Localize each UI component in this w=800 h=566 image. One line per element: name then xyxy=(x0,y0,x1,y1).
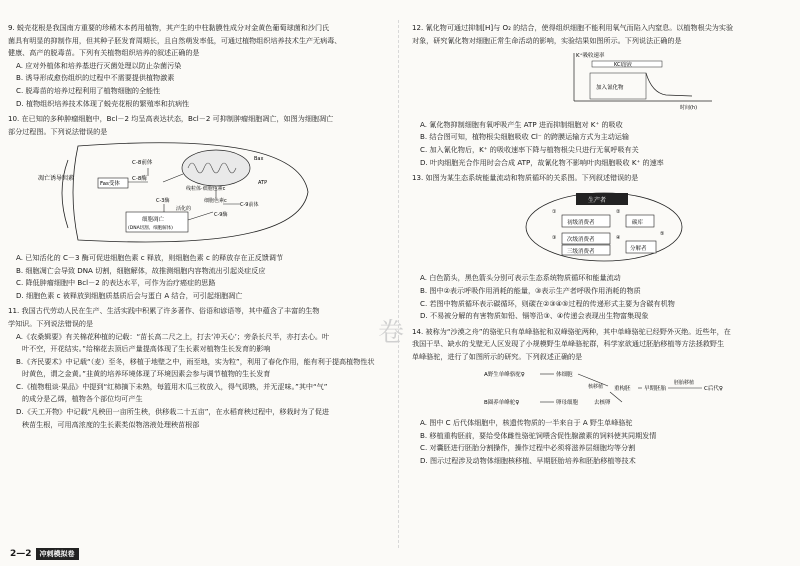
carbon-pool-label: 碳库 xyxy=(632,219,644,226)
early-embryo-label: 早期胚胎 xyxy=(644,385,667,392)
oocyte-label: 卵母细胞 xyxy=(556,399,579,406)
q10-option-c: C. 降低肿瘤细胞中 Bcl－2 的表达水平，可作为治疗癌症的思路 xyxy=(16,278,216,288)
apoptosis-diagram xyxy=(8,140,380,249)
secondary-consumer-label: 次级消费者 xyxy=(567,236,595,243)
c8-precursor-label: C-8前体 xyxy=(132,160,153,167)
marker-1: ① xyxy=(552,208,557,215)
q13-option-a: A. 白色箭头，黑色箭头分别可表示生态系统物质循环和能量流动 xyxy=(420,273,621,283)
question-10 xyxy=(8,113,380,302)
q11-option-d: D.《天工开物》中记载“凡秧田一亩所生秧，供移栽二十五亩”，在水稻育秧过程中，移栽时为了促进 xyxy=(16,407,330,417)
column-divider xyxy=(398,20,399,548)
q9-option-c: C. 脱毒苗的培养过程利用了植物细胞的全能性 xyxy=(16,85,161,95)
camel-cloning-diagram xyxy=(482,366,784,415)
cyanide-label: 加入氰化物 xyxy=(596,85,624,92)
c9-precursor-label: C-9前体 xyxy=(240,202,259,209)
recipient-camel-label: B圈养单峰驼♀ xyxy=(484,399,520,406)
q14-stem-line: 单峰骆驼，进行了如图所示的研究。下列叙述正确的是 xyxy=(412,351,583,361)
left-column xyxy=(8,22,380,434)
y-axis-label: K⁺吸收速率 xyxy=(576,53,605,60)
decomposer-label: 分解者 xyxy=(630,245,647,252)
q11-option-c-cont: 的成分是乙烯，植物各个部位均可产生 xyxy=(22,394,143,404)
question-11 xyxy=(8,305,380,431)
nuclear-transfer-label: 核移植 xyxy=(588,383,604,390)
x-axis-label: 时间(h) xyxy=(680,105,698,112)
marker-5: ⑤ xyxy=(660,230,665,237)
question-12 xyxy=(412,22,784,169)
marker-2: ② xyxy=(616,208,621,215)
q11-option-b: B.《齐民要术》中记载“（麦）至冬，移植于地壁之中，雨至地，实为粒”，利用了春化作用，能有利于提高植物性状 xyxy=(16,356,375,366)
q11-option-b-cont: 时黄色，谓之金黄。”韭黄的培养环境体现了环境因素会参与调节植物的生长发育 xyxy=(22,369,271,379)
q9-stem-line: 菌具有明显的抑制作用，但其种子胚发育周期长，且自然萌发率低，可通过植物组织培养技术生产无病毒、 xyxy=(8,35,342,45)
q14-stem-line: 我国干旱、缺水的戈壁无人区发现了小规模野生单峰骆驼群，科学家欲通过胚胎移植等方法拯救野生 xyxy=(412,339,725,349)
q14-option-d: D. 图示过程涉及动物体细胞核移植、早期胚胎培养和胚胎移植等技术 xyxy=(420,455,636,465)
mito-label: 线粒体·细胞色素c xyxy=(186,186,226,193)
q10-option-d: D. 细胞色素 c 被释放到细胞质基质后会与蛋白 A 结合，可引起细胞凋亡 xyxy=(16,290,243,300)
q9-option-b: B. 诱导形成愈伤组织的过程中不需要提供植物激素 xyxy=(16,73,175,83)
footer-tag: 冲刺模拟卷 xyxy=(36,548,79,560)
right-column xyxy=(412,22,784,470)
somatic-cell-label: 体细胞 xyxy=(556,371,573,378)
question-13 xyxy=(412,172,784,323)
inducing-factor-label: 凋亡诱导因素 xyxy=(38,175,75,183)
enucleated-label: 去核卵 xyxy=(594,399,611,406)
q9-option-a: A. 应对外植体和培养基进行灭菌处理以防止杂菌污染 xyxy=(16,60,182,70)
q10-stem-line: 10. 在已知的多种肿瘤细胞中，Bcl－2 均呈高表达状态，Bcl－2 可抑制肿瘤细胞凋亡，如图为细胞凋亡 xyxy=(8,114,334,124)
c9-enzyme-label: C-9酶 xyxy=(214,212,228,219)
q12-option-b: B. 结合图可知，植物根尖细胞吸收 Cl⁻ 的跨膜运输方式为主动运输 xyxy=(420,132,629,142)
question-9 xyxy=(8,22,380,110)
embryo-transfer-label: 胚胎移植 xyxy=(674,379,695,386)
activated-label: 活化的 xyxy=(176,206,192,213)
q14-option-c: C. 对囊胚进行胚胎分割操作，操作过程中必须将滋养层细胞均等分割 xyxy=(420,443,636,453)
q11-stem-line: 学知识。下列说法错误的是 xyxy=(8,318,94,328)
q14-option-b: B. 移植重构胚前，要给受体雌性骆驼饲喂含促性腺激素的饲料使其同期发情 xyxy=(420,430,657,440)
q11-option-d-cont: 秧苗生根，可用高浓度的生长素类似物溶液处理秧苗根部 xyxy=(22,419,200,429)
q14-option-a: A. 图中 C 后代体细胞中，核遗传物质的一半来自于 A 野生单峰骆驼 xyxy=(420,418,633,428)
q12-option-c: C. 加入氰化物后，K⁺ 的吸收速率下降与植物根尖只进行无氧呼吸有关 xyxy=(420,144,639,154)
q13-stem-line: 13. 如图为某生态系统能量流动和物质循环的关系图。下列叙述错误的是 xyxy=(412,173,639,183)
q14-stem-line: 14. 被称为“沙漠之舟”的骆驼只有单峰骆驼和双峰骆驼两种，其中单峰骆驼已经野外灭绝。近些年，在 xyxy=(412,326,731,336)
potassium-uptake-graph xyxy=(562,49,784,116)
q13-option-c: C. 若图中物质循环表示碳循环，则碳在②③④⑤过程的传递形式主要为含碳有机物 xyxy=(420,298,675,308)
apoptosis-detail-label: (DNA切割、细胞解体) xyxy=(128,226,173,232)
q10-option-a: A. 已知活化的 C－3 酶可促进细胞色素 c 释放，则细胞色素 c 的释放存在正反馈调节 xyxy=(16,252,284,262)
c8-enzyme-label: C-8酶 xyxy=(132,176,147,183)
bax-label: Bax xyxy=(254,156,264,163)
q9-stem-line: 健康、高产的脱毒苗。下列有关植物组织培养的叙述正确的是 xyxy=(8,48,200,58)
page-footer xyxy=(10,548,79,560)
q11-option-c: C.《植物粗谈·果品》中提到“红柿摘下未熟，每篮用木瓜三枚放入，得气即熟，并无涩味。”其中“气” xyxy=(16,381,328,391)
q11-stem-line: 11. 我国古代劳动人民在生产、生活实践中积累了许多著作、俗语和谚语等，其中蕴含了丰富的生物 xyxy=(8,306,320,316)
kcl-label: KCl溶液 xyxy=(614,62,632,69)
q10-stem-line: 部分过程图。下列说法错误的是 xyxy=(8,126,108,136)
q13-option-d: D. 不易被分解的有害物质如铅、镉等沿③、④传递会表现出生物富集现象 xyxy=(420,311,649,321)
watermark: 卷 xyxy=(378,318,405,348)
ecosystem-diagram xyxy=(522,187,784,270)
q9-option-d: D. 植物组织培养技术体现了蜕壳花根的繁殖率和抗病性 xyxy=(16,98,190,108)
q12-option-a: A. 氰化物抑制细胞有氧呼吸产生 ATP 进而抑制细胞对 K⁺ 的吸收 xyxy=(420,119,623,129)
marker-4: ④ xyxy=(616,234,621,241)
primary-consumer-label: 初级消费者 xyxy=(567,219,595,226)
c3-label: C-3酶 xyxy=(156,198,170,205)
producer-label: 生产者 xyxy=(588,196,607,204)
question-14 xyxy=(412,326,784,468)
apoptosis-label: 细胞凋亡 xyxy=(142,217,165,224)
q12-option-d: D. 叶肉细胞光合作用时会合成 ATP，故氰化物不影响叶肉细胞吸收 K⁺ 的速率 xyxy=(420,157,664,167)
q10-option-b: B. 细胞凋亡会导致 DNA 切割，细胞解体，故推测细胞内容物流出引起炎症反应 xyxy=(16,265,266,275)
tertiary-consumer-label: 三级消费者 xyxy=(567,248,595,255)
cytc-label: 细胞色素c xyxy=(204,198,227,205)
q11-option-a: A.《农桑辑要》有关棉花种植的记载：“苗长高二尺之上，打去‘冲天心’；旁条长尺半，亦打去心。叶 xyxy=(16,331,330,341)
offspring-label: C后代♀ xyxy=(704,385,723,392)
q12-stem-line: 对象，研究氰化物对细胞正常生命活动的影响，实验结果如图所示。下列说法正确的是 xyxy=(412,35,682,45)
q11-option-a-cont: 叶不空，开花结实。”给棉花去顶后产量提高体现了生长素对植物生长发育的影响 xyxy=(22,344,271,354)
page-number: 2—2 xyxy=(10,549,32,559)
donor-camel-label: A野生单峰骆驼♀ xyxy=(484,371,525,378)
q13-option-b: B. 图中②表示呼吸作用消耗的能量，③表示生产者呼吸作用消耗的物质 xyxy=(420,285,641,295)
atp-label: ATP xyxy=(258,180,268,187)
marker-3: ③ xyxy=(552,234,557,241)
q9-stem-line: 9. 蜕壳花根是我国南方重要的珍稀木本药用植物，其产生的中柱黏膜性成分对金黄色葡萄球菌和沙门氏 xyxy=(8,23,330,32)
fas-label: Fas受体 xyxy=(100,181,120,188)
reconstructed-embryo-label: 重构胚 xyxy=(614,385,631,392)
q12-stem-line: 12. 氰化物可通过抑制[H]与 O₂ 的结合，使得组织细胞不能利用氧气而陷入内窒息。以植物根尖为实验 xyxy=(412,23,734,32)
